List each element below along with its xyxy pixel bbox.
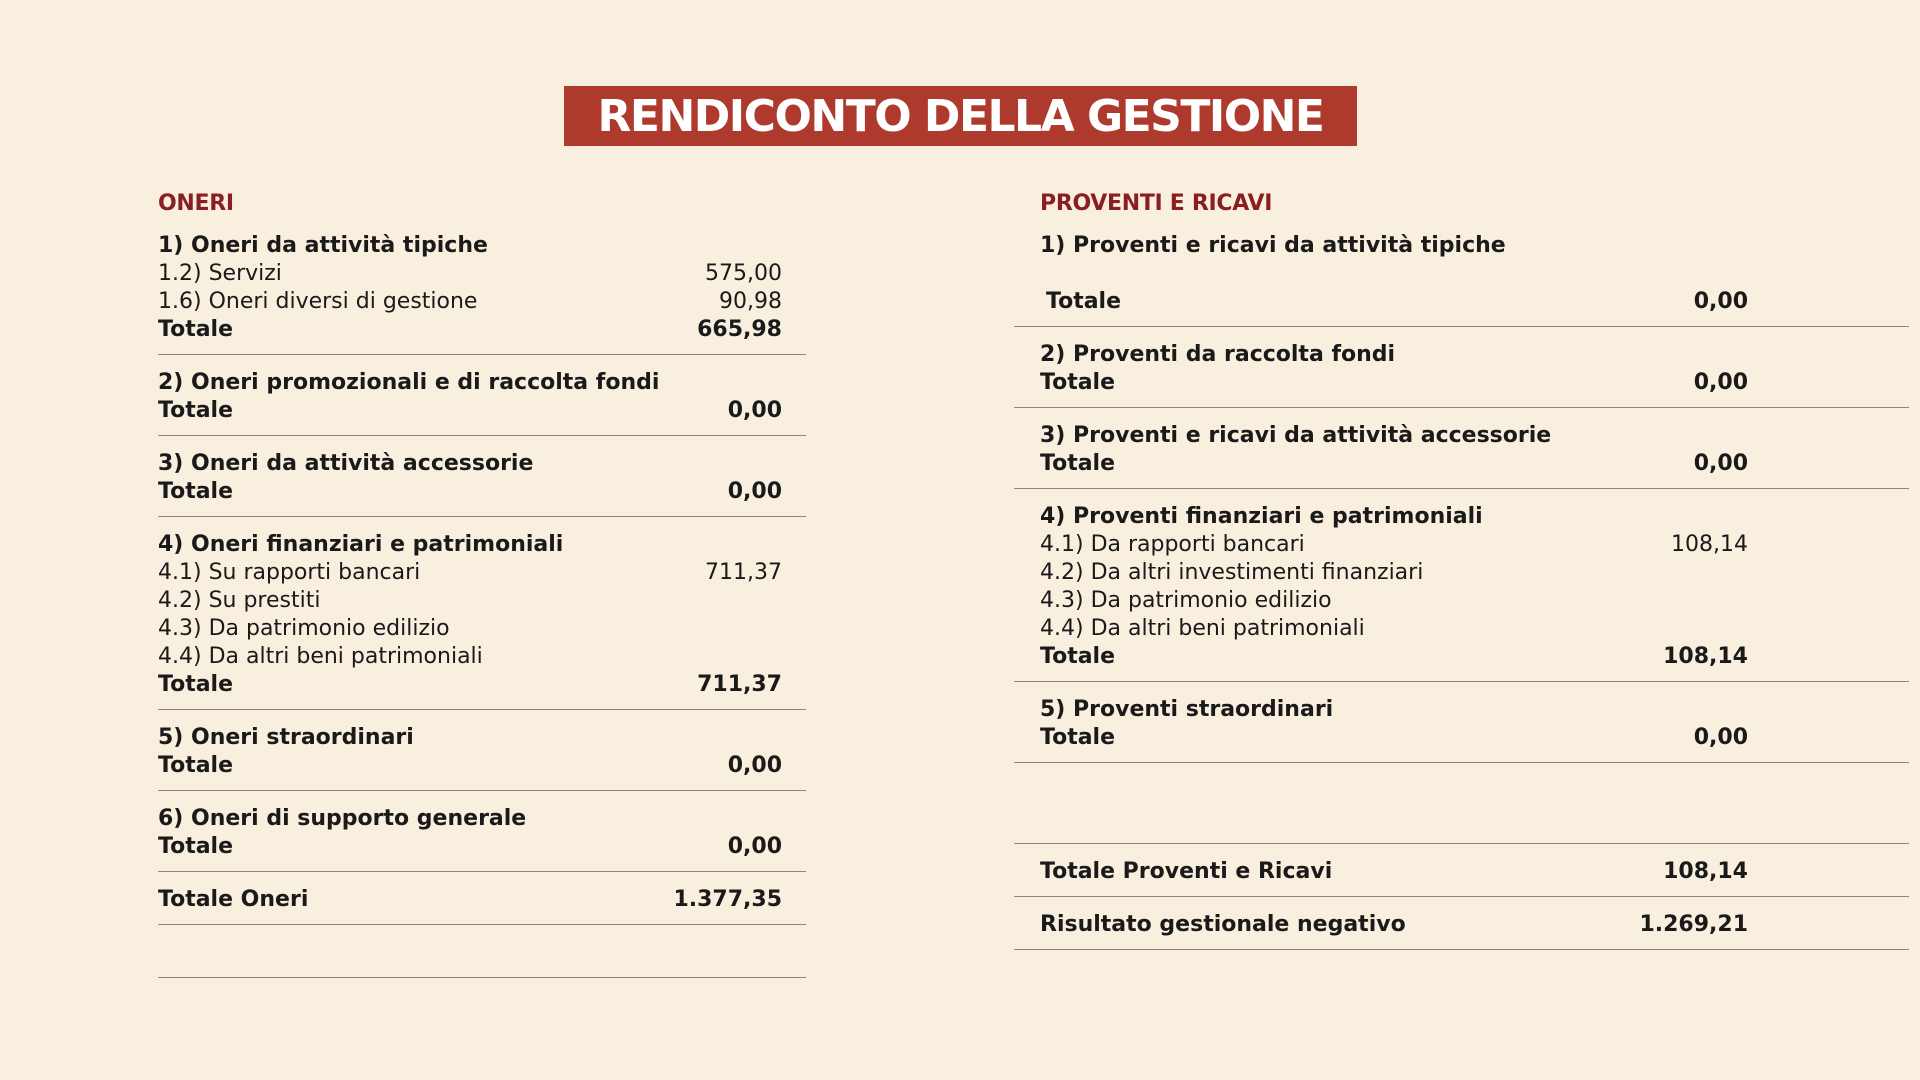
item-value: 711,37 [705, 560, 782, 585]
proventi-result [1014, 911, 1909, 950]
item-value: 575,00 [705, 261, 782, 286]
section-title: 3) Proventi e ricavi da attività accessorie [1040, 423, 1552, 448]
section-title: 2) Proventi da raccolta fondi [1040, 342, 1396, 367]
oneri-section-2 [158, 369, 806, 436]
total-label: Totale [158, 834, 234, 859]
item-value: 108,14 [1671, 532, 1748, 557]
proventi-section-4 [1014, 503, 1909, 682]
item-label: 4.1) Su rapporti bancari [158, 560, 421, 585]
total-value: 108,14 [1663, 644, 1748, 669]
proventi-column [1040, 190, 1909, 964]
oneri-heading: ONERI [158, 191, 234, 216]
total-label: Totale [158, 479, 234, 504]
total-label: Totale [1040, 451, 1116, 476]
item-label: 4.3) Da patrimonio edilizio [158, 616, 450, 641]
total-label: Totale [1040, 370, 1116, 395]
total-label: Totale [158, 317, 234, 342]
total-value: 711,37 [697, 672, 782, 697]
item-label: 4.2) Da altri investimenti finanziari [1040, 560, 1424, 585]
section-title: 4) Oneri finanziari e patrimoniali [158, 532, 564, 557]
page-title: RENDICONTO DELLA GESTIONE [597, 90, 1324, 142]
oneri-section-4 [158, 531, 806, 710]
grand-total-label: Totale Oneri [158, 887, 309, 912]
total-label: Totale [158, 672, 234, 697]
oneri-empty-row [158, 939, 806, 978]
proventi-grand-total [1014, 858, 1909, 897]
total-label: Totale [158, 753, 234, 778]
total-value: 0,00 [1693, 451, 1748, 476]
proventi-section-5 [1014, 696, 1909, 763]
total-label: Totale [1046, 289, 1122, 314]
item-label: 1.2) Servizi [158, 261, 282, 286]
result-label: Risultato gestionale negativo [1040, 912, 1406, 937]
proventi-empty-section [1014, 777, 1909, 844]
result-value: 1.269,21 [1639, 912, 1748, 937]
grand-total-label: Totale Proventi e Ricavi [1040, 859, 1333, 884]
section-title: 5) Oneri straordinari [158, 725, 414, 750]
total-label: Totale [158, 398, 234, 423]
total-value: 0,00 [727, 834, 782, 859]
item-label: 4.2) Su prestiti [158, 588, 321, 613]
proventi-heading: PROVENTI E RICAVI [1040, 191, 1273, 216]
total-value: 0,00 [727, 479, 782, 504]
oneri-section-3 [158, 450, 806, 517]
item-label: 1.6) Oneri diversi di gestione [158, 289, 478, 314]
oneri-section-6 [158, 805, 806, 872]
section-title: 1) Oneri da attività tipiche [158, 233, 488, 258]
oneri-grand-total [158, 886, 806, 925]
total-value: 0,00 [727, 753, 782, 778]
oneri-column [158, 190, 806, 992]
total-value: 665,98 [697, 317, 782, 342]
total-value: 0,00 [1693, 725, 1748, 750]
oneri-section-1 [158, 232, 806, 355]
title-banner [564, 86, 1357, 146]
item-label: 4.4) Da altri beni patrimoniali [158, 644, 483, 669]
section-title: 5) Proventi straordinari [1040, 697, 1334, 722]
proventi-section-3 [1014, 422, 1909, 489]
section-title: 2) Oneri promozionali e di raccolta fondi [158, 370, 660, 395]
section-title: 1) Proventi e ricavi da attività tipiche [1040, 233, 1506, 258]
grand-total-value: 108,14 [1663, 859, 1748, 884]
grand-total-value: 1.377,35 [673, 887, 782, 912]
item-label: 4.3) Da patrimonio edilizio [1040, 588, 1332, 613]
section-title: 6) Oneri di supporto generale [158, 806, 527, 831]
item-label: 4.4) Da altri beni patrimoniali [1040, 616, 1365, 641]
total-value: 0,00 [1693, 289, 1748, 314]
total-value: 0,00 [727, 398, 782, 423]
item-label: 4.1) Da rapporti bancari [1040, 532, 1305, 557]
total-value: 0,00 [1693, 370, 1748, 395]
total-label: Totale [1040, 644, 1116, 669]
proventi-section-1 [1014, 232, 1909, 327]
section-title: 4) Proventi finanziari e patrimoniali [1040, 504, 1483, 529]
item-value: 90,98 [719, 289, 782, 314]
proventi-section-2 [1014, 341, 1909, 408]
total-label: Totale [1040, 725, 1116, 750]
section-title: 3) Oneri da attività accessorie [158, 451, 534, 476]
oneri-section-5 [158, 724, 806, 791]
